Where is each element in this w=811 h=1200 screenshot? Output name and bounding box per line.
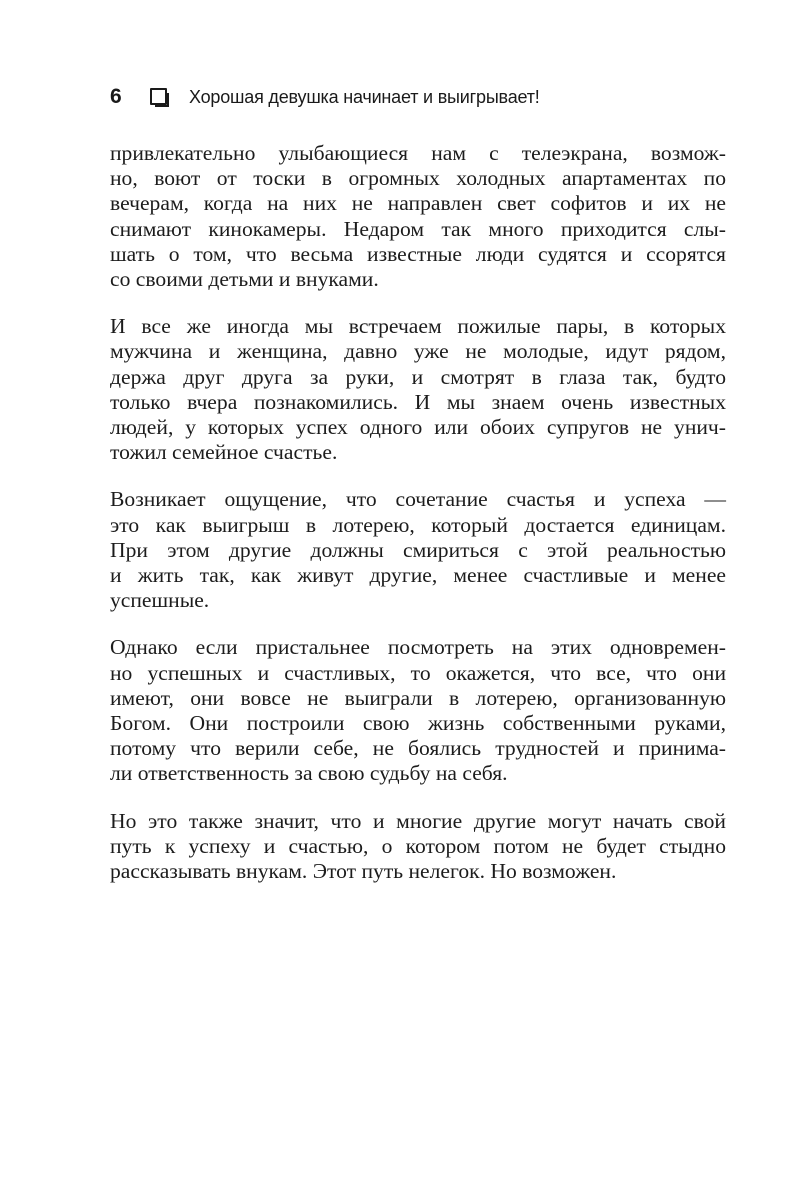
text-line: И все же иногда мы встречаем пожилые пары, в которых — [110, 314, 726, 339]
text-line: успешные. — [110, 588, 210, 613]
text-line: мужчина и женщина, давно уже не молодые, идут рядом, — [110, 339, 726, 364]
text-line: вечерам, когда на них не направлен свет софитов и их не — [110, 191, 726, 216]
text-line: людей, у которых успех одного или обоих супругов не унич- — [110, 415, 726, 440]
text-line: Но это также значит, что и многие другие могут начать свой — [110, 808, 726, 833]
text-line: рассказывать внукам. Этот путь нелегок. Но возможен. — [110, 859, 617, 884]
text-line: это как выигрыш в лотерею, который достается единицам. — [110, 512, 726, 537]
text-line: снимают кинокамеры. Недаром так много приходится слы- — [110, 216, 726, 241]
running-title: Хорошая девушка начинает и выигрывает! — [189, 86, 540, 107]
text-line: привлекательно улыбающиеся нам с телеэкрана, возмож- — [110, 141, 726, 165]
body-text — [110, 141, 726, 906]
text-line: Богом. Они построили свою жизнь собственными руками, — [110, 711, 726, 736]
text-line: ли ответственность за свою судьбу на себя. — [110, 761, 508, 786]
running-head — [110, 82, 730, 112]
text-line: держа друг друга за руки, и смотрят в глаза так, будто — [110, 364, 726, 389]
text-line: со своими детьми и внуками. — [110, 267, 379, 292]
text-line: и жить так, как живут другие, менее счастливые и менее — [110, 563, 726, 588]
text-line: При этом другие должны смириться с этой реальностью — [110, 537, 726, 562]
page-number: 6 — [110, 85, 122, 108]
paragraph-3 — [110, 487, 726, 613]
paragraph-1 — [110, 141, 726, 292]
text-line: путь к успеху и счастью, о котором потом не будет стыдно — [110, 833, 726, 858]
paragraph-2 — [110, 314, 726, 465]
paragraph-5 — [110, 809, 726, 885]
text-line: шать о том, что весьма известные люди судятся и ссорятся — [110, 241, 726, 266]
paragraph-4 — [110, 635, 726, 786]
text-line: Однако если пристальнее посмотреть на этих одновремен- — [110, 635, 726, 660]
text-line: но, воют от тоски в огромных холодных апартаментах по — [110, 166, 726, 191]
text-line: но успешных и счастливых, то окажется, что все, что они — [110, 660, 726, 685]
text-line: Возникает ощущение, что сочетание счастья и успеха — — [110, 487, 726, 512]
square-box-icon — [150, 88, 167, 105]
text-line: только вчера познакомились. И мы знаем очень известных — [110, 389, 726, 414]
text-line: имеют, они вовсе не выиграли в лотерею, организованную — [110, 685, 726, 710]
text-line: потому что верили себе, не боялись трудностей и принима- — [110, 736, 726, 761]
text-line: тожил семейное счастье. — [110, 440, 338, 465]
